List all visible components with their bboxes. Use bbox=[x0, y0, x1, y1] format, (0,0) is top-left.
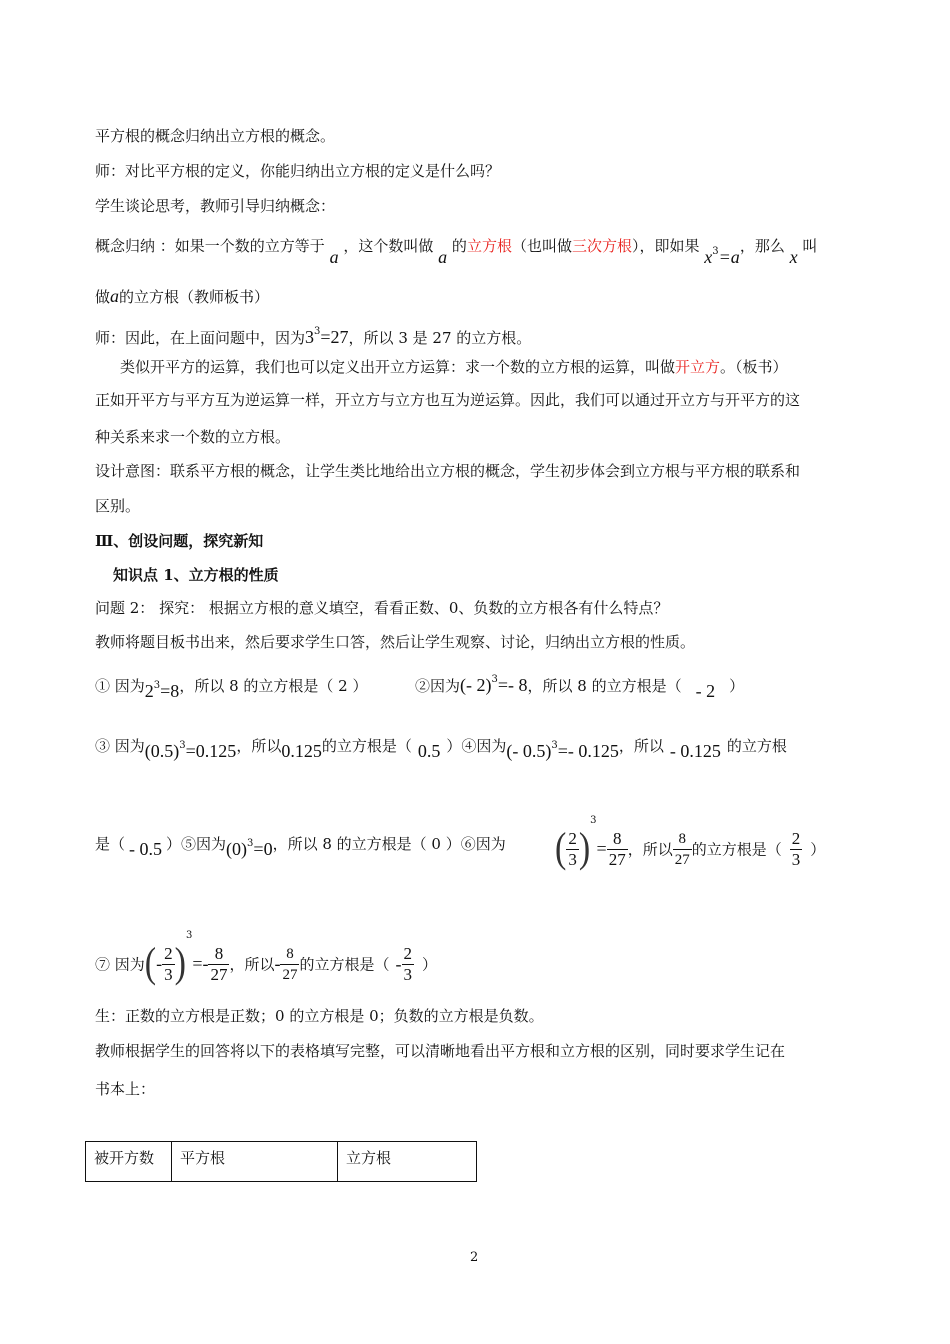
text-span: ），即如果 bbox=[631, 237, 700, 255]
text-line: 学生谈论思考，教师引导归纳概念： bbox=[95, 197, 336, 215]
text-line: 教师将题目板书出来，然后要求学生口答，然后让学生观察、讨论，归纳出立方根的性质。 bbox=[95, 633, 696, 651]
math-expression: $x^3=a$ bbox=[704, 246, 740, 267]
text-span: 的 bbox=[451, 237, 467, 255]
text-span: ，这个数叫做 bbox=[343, 237, 434, 255]
comparison-table bbox=[85, 1141, 477, 1182]
text-span: 叫 bbox=[802, 237, 818, 255]
text-line: 问题 2： 探究： 根据立方根的意义填空，看看正数、0、负数的立方根各有什么特点？ bbox=[95, 599, 669, 617]
highlight-term: 开立方 bbox=[675, 358, 721, 376]
section-heading: Ⅲ、创设问题，探究新知 bbox=[95, 532, 264, 550]
text-line: 生：正数的立方根是正数；0 的立方根是 0；负数的立方根是负数。 bbox=[95, 1007, 544, 1025]
text-line: 区别。 bbox=[95, 497, 141, 515]
text-line: 书本上： bbox=[95, 1080, 156, 1098]
text-line: 种关系来求一个数的立方根。 bbox=[95, 428, 291, 446]
math-expression: $3^3=27$ bbox=[305, 326, 349, 347]
text-line: 师：对比平方根的定义，你能归纳出立方根的定义是什么吗？ bbox=[95, 162, 501, 180]
text-span: （也叫做 bbox=[511, 237, 572, 255]
fraction-expression: ( $\frac{2}{3}$ )$^3$= $\frac{8}{27}$ ，所以 $\frac{8}{27}$ 的立方根是（ $\frac{2}{3}$ ） bbox=[555, 815, 826, 872]
math-var: a bbox=[438, 247, 448, 267]
text-span: ，那么 bbox=[739, 237, 785, 255]
text-line: 设计意图：联系平方根的概念，让学生类比地给出立方根的概念，学生初步体会到立方根与平方根的联系和 bbox=[95, 462, 801, 480]
text-span: 概念归纳 ：如果一个数的立方等于 bbox=[95, 237, 325, 255]
exercise-line: ① 因为$2^3=8$，所以 8 的立方根是（ 2 ） bbox=[95, 677, 368, 701]
text-line: 师：因此，在上面问题中，因为$3^3=27$，所以 3 是 27 的立方根。 bbox=[95, 326, 532, 347]
text-line: 平方根的概念归纳出立方根的概念。 bbox=[95, 127, 336, 145]
table-header-cell: 立方根 bbox=[338, 1142, 477, 1182]
exercise-line: 是（ - 0.5 ）⑤因为$(0)^3=0$，所以 8 的立方根是（ 0 ）⑥因为 bbox=[95, 835, 506, 859]
fraction-expression: ⑦ 因为(- $\frac{2}{3}$ )$^3$=- $\frac{8}{27}$ ，所以- $\frac{8}{27}$ 的立方根是（ - $\frac{2}{3}$ ） bbox=[95, 930, 438, 987]
math-var: a bbox=[110, 286, 120, 306]
math-var: a bbox=[329, 247, 339, 267]
highlight-term: 立方根 bbox=[466, 237, 512, 255]
page-number: 2 bbox=[470, 1250, 479, 1265]
definition-line bbox=[95, 230, 818, 267]
text-line: 教师根据学生的回答将以下的表格填写完整，可以清晰地看出平方根和立方根的区别，同时要求学生记在 bbox=[95, 1042, 786, 1060]
math-var: x bbox=[789, 247, 798, 267]
exercise-line: ②因为(- 2)$^3$=- 8，所以 8 的立方根是（ - 2 ） bbox=[415, 674, 745, 701]
table-header-cell: 被开方数 bbox=[86, 1142, 172, 1182]
table-row bbox=[86, 1142, 477, 1182]
text-line: 类似开平方的运算，我们也可以定义出开立方运算：求一个数的立方根的运算，叫做开立方。（板书） bbox=[120, 358, 788, 376]
text-line: 做a的立方根（教师板书） bbox=[95, 286, 270, 306]
exercise-line: ③ 因为$(0.5)^3=0.125$，所以0.125的立方根是（ 0.5 ）④因为(- 0.5)$^3$=- 0.125，所以 - 0.125 的立方根 bbox=[95, 737, 787, 761]
subsection-heading: 知识点 1、立方根的性质 bbox=[113, 566, 279, 584]
table-header-cell: 平方根 bbox=[172, 1142, 338, 1182]
text-line: 正如开平方与平方互为逆运算一样，开立方与立方也互为逆运算。因此，我们可以通过开立方与开平方的这 bbox=[95, 391, 801, 409]
highlight-term: 三次方根 bbox=[571, 237, 632, 255]
